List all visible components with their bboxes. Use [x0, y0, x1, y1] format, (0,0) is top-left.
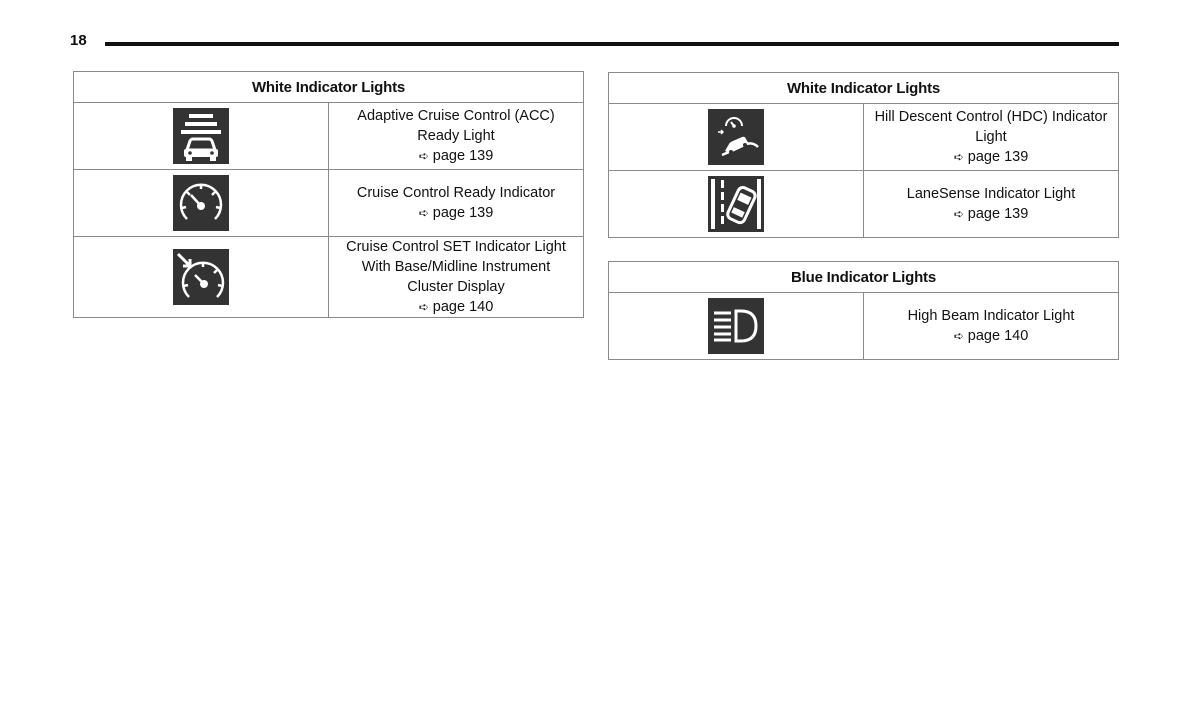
indicator-label: Cruise Control SET Indicator Light With Base/Midline Instrument Cluster Display [346, 239, 566, 295]
arrow-icon: ➪ [418, 149, 429, 163]
indicator-label: LaneSense Indicator Light [906, 186, 1076, 202]
arrow-icon: ➪ [418, 206, 429, 220]
high-beam-icon [708, 298, 764, 354]
arrow-icon: ➪ [953, 150, 964, 164]
table-row [609, 104, 1119, 171]
page-reference[interactable]: ➪ page 139 [418, 205, 494, 221]
lanesense-icon [708, 176, 764, 232]
indicator-label: Hill Descent Control (HDC) Indicator Light [874, 109, 1108, 145]
header-rule [105, 42, 1119, 46]
arrow-icon: ➪ [418, 300, 429, 314]
indicator-label: Adaptive Cruise Control (ACC) Ready Light [357, 108, 555, 144]
arrow-icon: ➪ [953, 329, 964, 343]
table-row [609, 293, 1119, 360]
page-reference[interactable]: ➪ page 139 [418, 148, 494, 164]
arrow-icon: ➪ [953, 207, 964, 221]
cruise-set-speedometer-icon [173, 249, 229, 305]
page-number: 18 [70, 32, 87, 49]
speedometer-icon [173, 175, 229, 231]
blue-indicator-table [608, 261, 1119, 360]
table-row [74, 170, 584, 237]
indicator-label: High Beam Indicator Light [907, 308, 1075, 324]
adaptive-cruise-icon [173, 108, 229, 164]
table-heading: White Indicator Lights [609, 73, 1119, 104]
white-indicator-table-left [73, 71, 584, 318]
table-row [74, 237, 584, 318]
page-reference[interactable]: ➪ page 140 [953, 328, 1029, 344]
table-heading: Blue Indicator Lights [609, 262, 1119, 293]
page-reference[interactable]: ➪ page 139 [953, 149, 1029, 165]
page-reference[interactable]: ➪ page 140 [418, 299, 494, 315]
table-row [74, 103, 584, 170]
table-heading: White Indicator Lights [74, 72, 584, 103]
white-indicator-table-right [608, 72, 1119, 238]
page-reference[interactable]: ➪ page 139 [953, 206, 1029, 222]
indicator-label: Cruise Control Ready Indicator [356, 185, 556, 201]
table-row [609, 171, 1119, 238]
hill-descent-icon [708, 109, 764, 165]
